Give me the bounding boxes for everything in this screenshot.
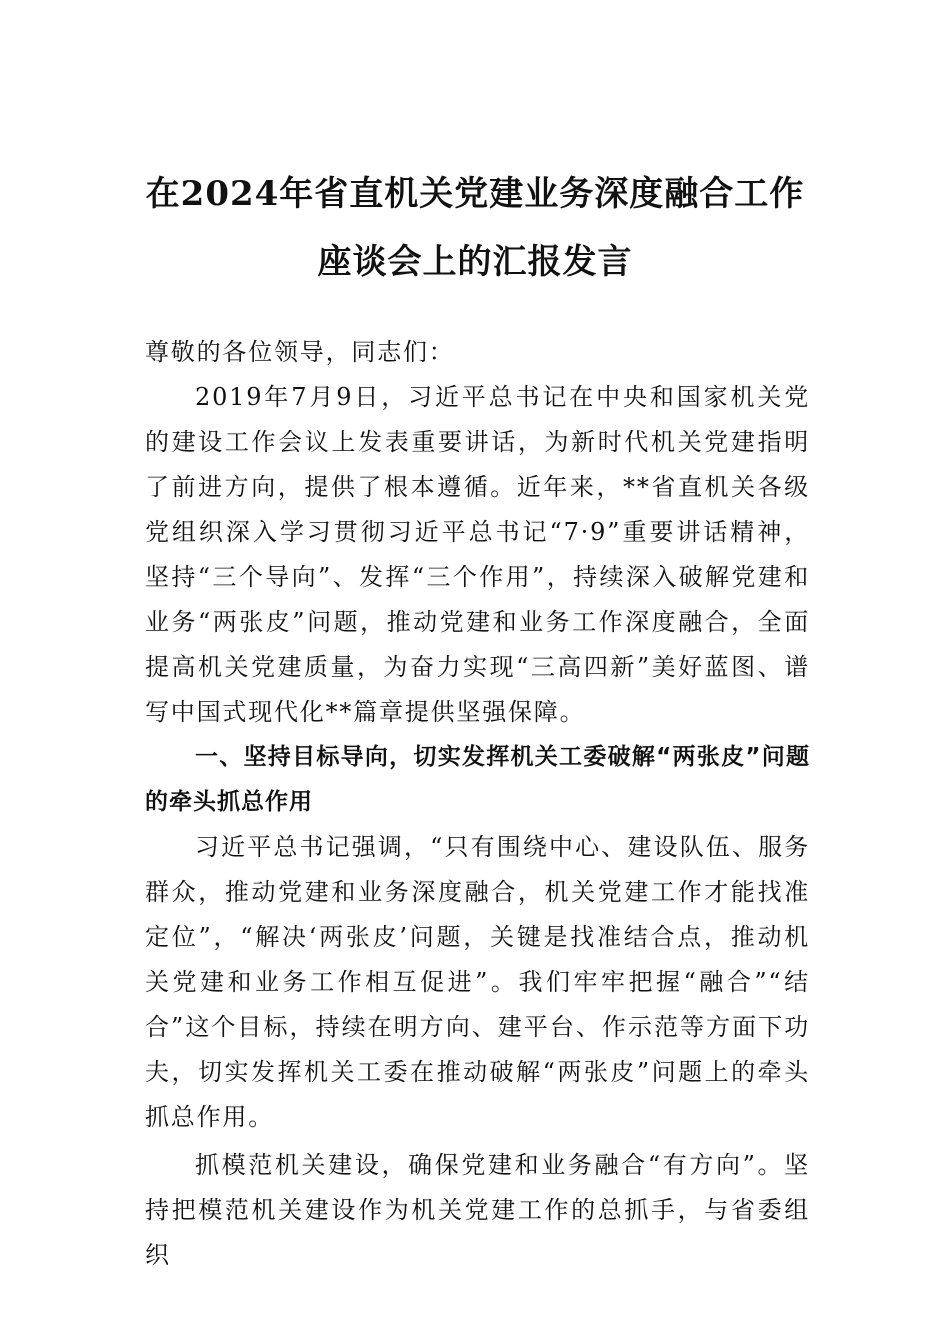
document-title <box>140 160 810 296</box>
document-body <box>145 330 810 1278</box>
paragraph-model-agency: 抓模范机关建设，确保党建和业务融合“有方向”。坚持把模范机关建设作为机关党建工作的总抓手，与省委组织 <box>145 1151 810 1269</box>
paragraph-intro: 2019年7月9日，习近平总书记在中央和国家机关党的建设工作会议上发表重要讲话，为新时代机关党建指明了前进方向，提供了根本遵循。近年来，**省直机关各级党组织深入学习贯彻习近平总书记“7·9”重要讲话精神，坚持“三个导向”、发挥“三个作用”，持续深入破解党建和业务“两张皮”问题，推动党建和业务工作深度融合，全面提高机关党建质量，为奋力实现“三高四新”美好蓝图、谱写中国式现代化**篇章提供坚强保障。 <box>145 383 810 726</box>
salutation: 尊敬的各位领导，同志们： <box>145 338 455 366</box>
title-line-1: 在2024年省直机关党建业务深度融合工作 <box>145 174 805 214</box>
section-heading-1: 一、坚持目标导向，切实发挥机关工委破解“两张皮”问题的牵头抓总作用 <box>145 744 810 815</box>
paragraph-section1-intro: 习近平总书记强调，“只有围绕中心、建设队伍、服务群众，推动党建和业务深度融合，机关党建工作才能找准定位”，“解决‘两张皮’问题，关键是找准结合点，推动机关党建和业务工作相互促进”。我们牢牢把握“融合”“结合”这个目标，持续在明方向、建平台、作示范等方面下功夫，切实发挥机关工委在推动破解“两张皮”问题上的牵头抓总作用。 <box>145 833 810 1131</box>
title-line-2: 座谈会上的汇报发言 <box>317 242 633 282</box>
